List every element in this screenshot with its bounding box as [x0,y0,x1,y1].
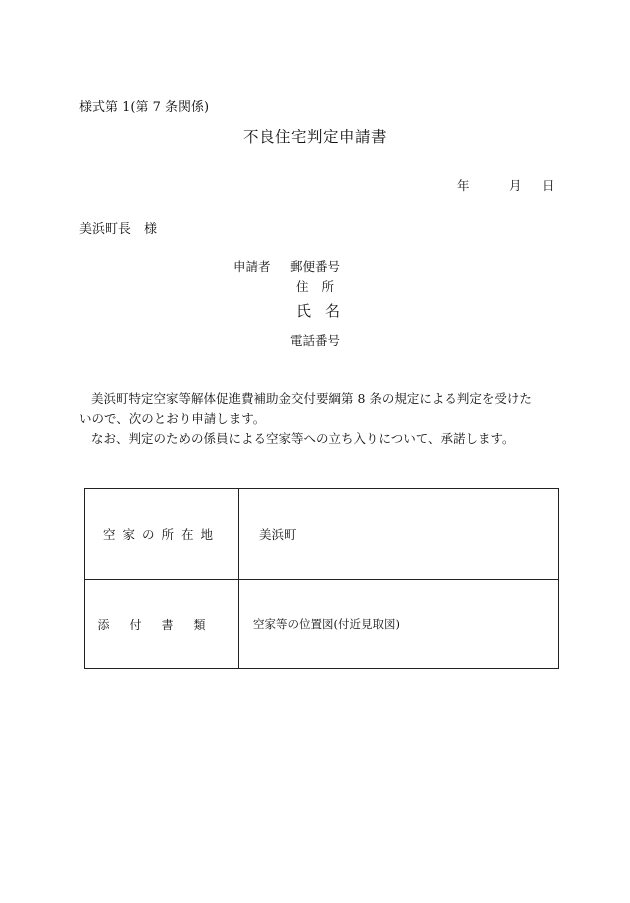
postal-code-label: 郵便番号 [290,259,341,274]
statement-line-1: 美浜町特定空家等解体促進費補助金交付要綱第 8 条の規定による判定を受けた [91,391,532,406]
document-title: 不良住宅判定申請書 [242,128,387,146]
addressee: 美浜町長 様 [79,222,158,237]
request-statement [79,389,559,449]
address-label: 住所 [296,279,348,294]
date-month-label: 月 [509,178,522,193]
applicant-label: 申請者 [233,259,271,274]
table-row [85,489,558,580]
location-value: 美浜町 [259,527,297,542]
date-year-label: 年 [457,178,470,193]
location-header: 空家の所在地 [85,489,239,579]
form-number: 様式第 1(第 7 条関係) [79,100,210,115]
attachments-value: 空家等の位置図(付近見取図) [253,617,400,631]
attachments-header: 添付書類 [85,579,239,669]
statement-line-3: なお、判定のための係員による空家等への立ち入りについて、承諾します。 [91,431,515,446]
date-day-label: 日 [542,178,555,193]
name-label: 氏名 [296,302,355,320]
table-row [85,579,558,669]
statement-line-2: いので、次のとおり申請します。 [79,411,266,426]
application-table [84,488,559,669]
date-line [457,176,555,194]
phone-label: 電話番号 [290,333,341,348]
